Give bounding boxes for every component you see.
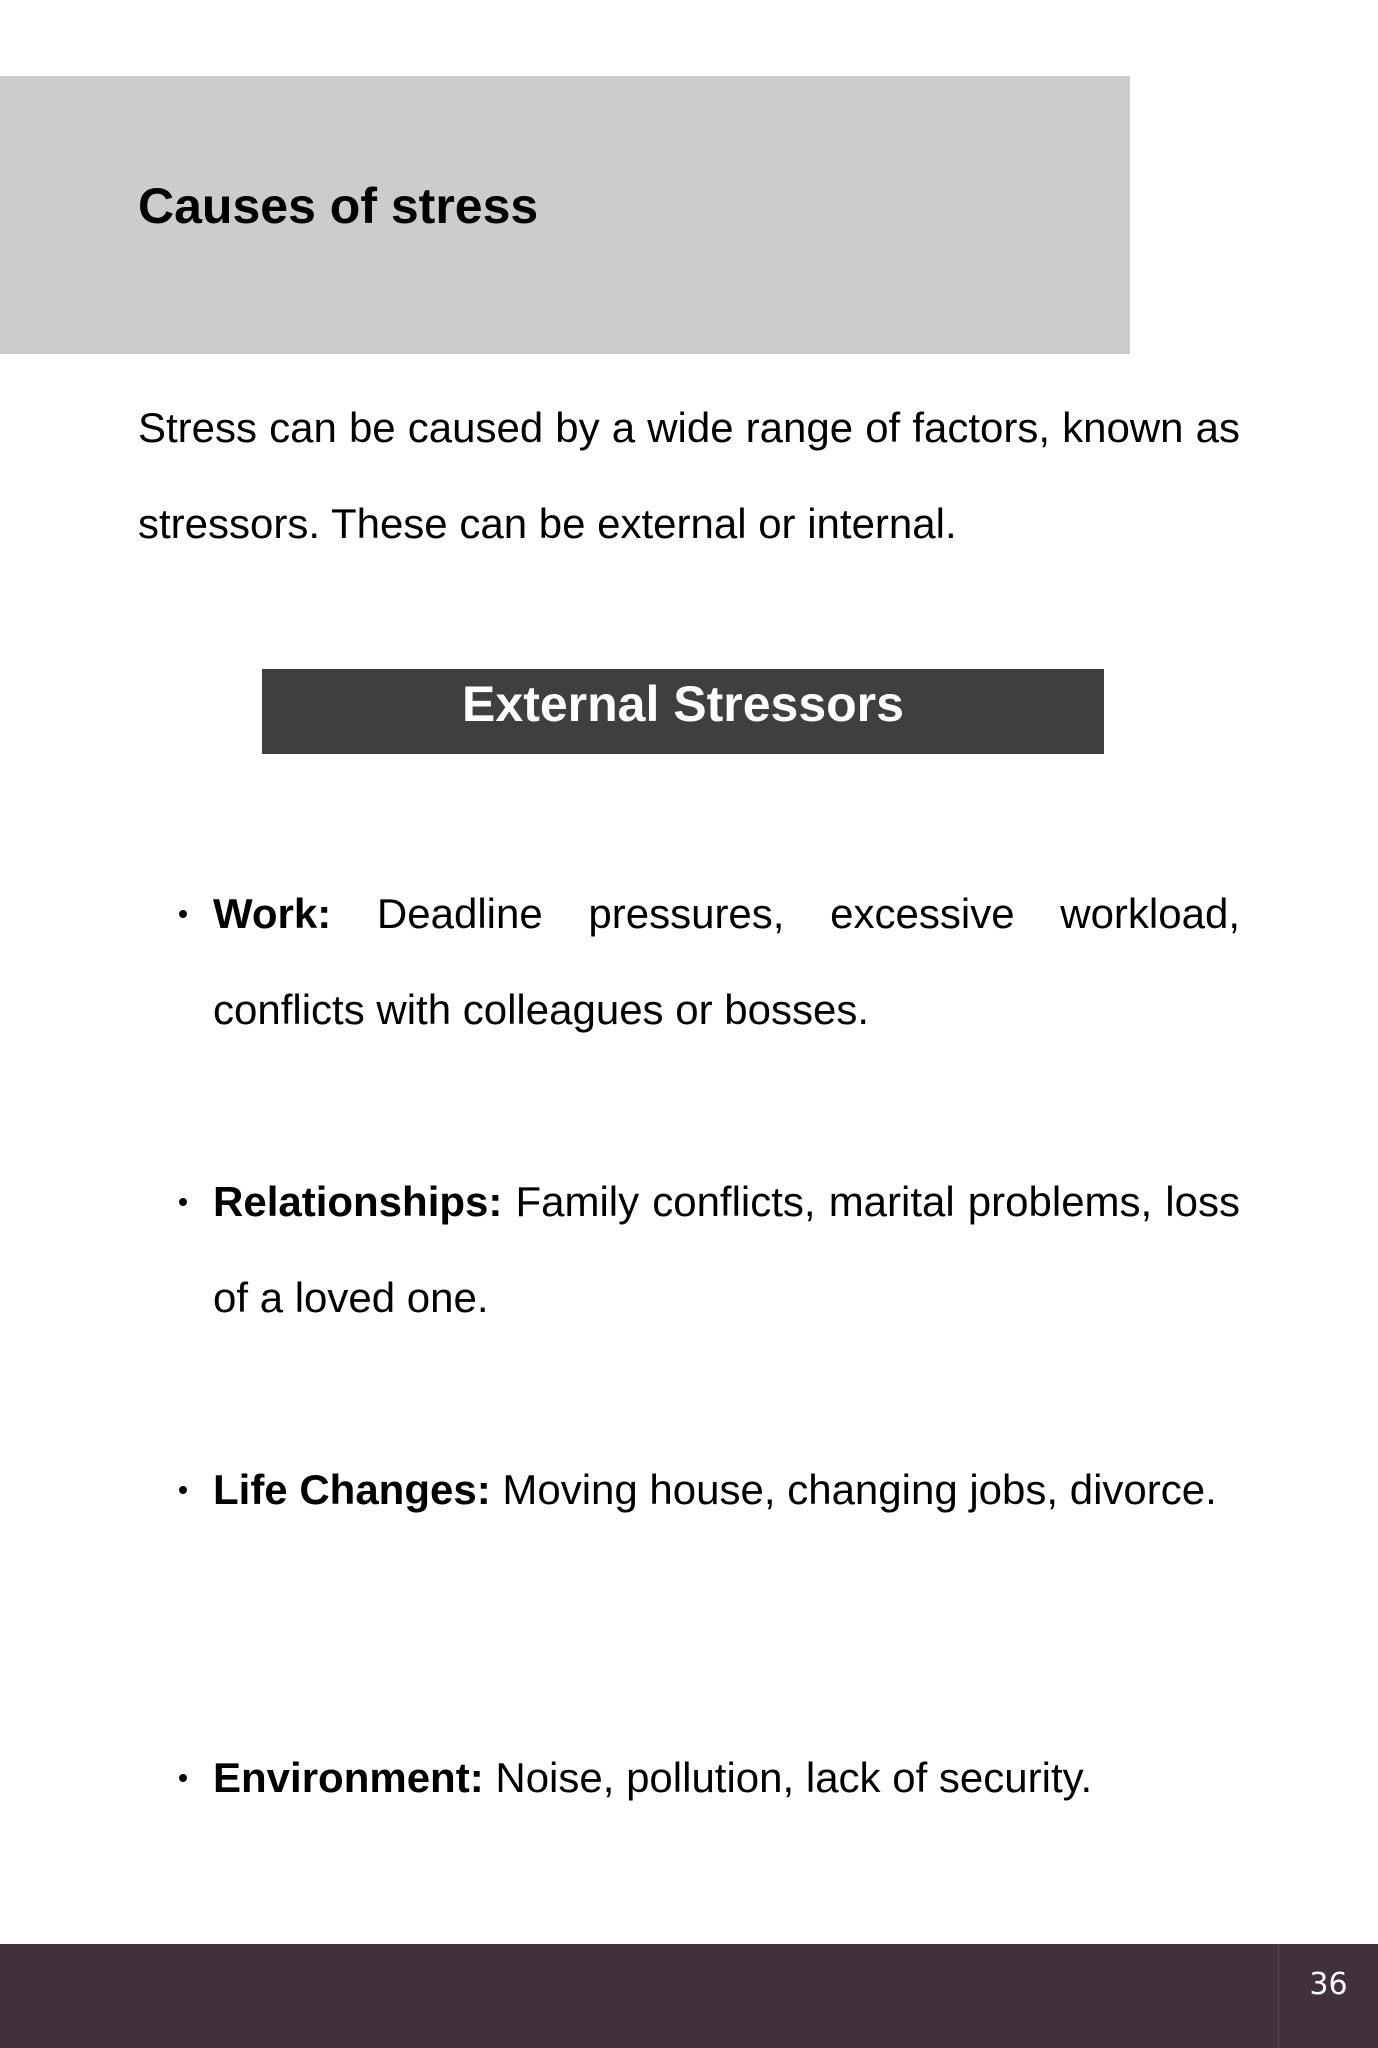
intro-paragraph: Stress can be caused by a wide range of factors, known as stressors. These can be external or internal. <box>138 404 1240 547</box>
section-heading: External Stressors <box>262 669 1104 754</box>
stressor-term: Life Changes: <box>213 1466 491 1513</box>
stressor-description: Family conflicts, marital problems, loss of a loved one. <box>213 1178 1240 1321</box>
stressor-description: Moving house, changing jobs, divorce. <box>490 1466 1217 1513</box>
stressor-description: Deadline pressures, excessive workload, conflicts with colleagues or bosses. <box>213 890 1240 1033</box>
list-item <box>213 1442 1240 1538</box>
page-number: 36 <box>1309 1967 1348 2002</box>
list-item <box>213 1154 1240 1346</box>
page-title: Causes of stress <box>138 178 539 234</box>
list-item <box>213 866 1240 1058</box>
stressor-term: Environment: <box>213 1754 484 1801</box>
page-footer <box>0 1944 1378 2048</box>
stressor-term: Work: <box>213 890 332 937</box>
stressor-term: Relationships: <box>213 1178 503 1225</box>
title-band <box>0 76 1130 354</box>
list-item <box>213 1730 1240 1826</box>
stressor-description: Noise, pollution, lack of security. <box>483 1754 1093 1801</box>
